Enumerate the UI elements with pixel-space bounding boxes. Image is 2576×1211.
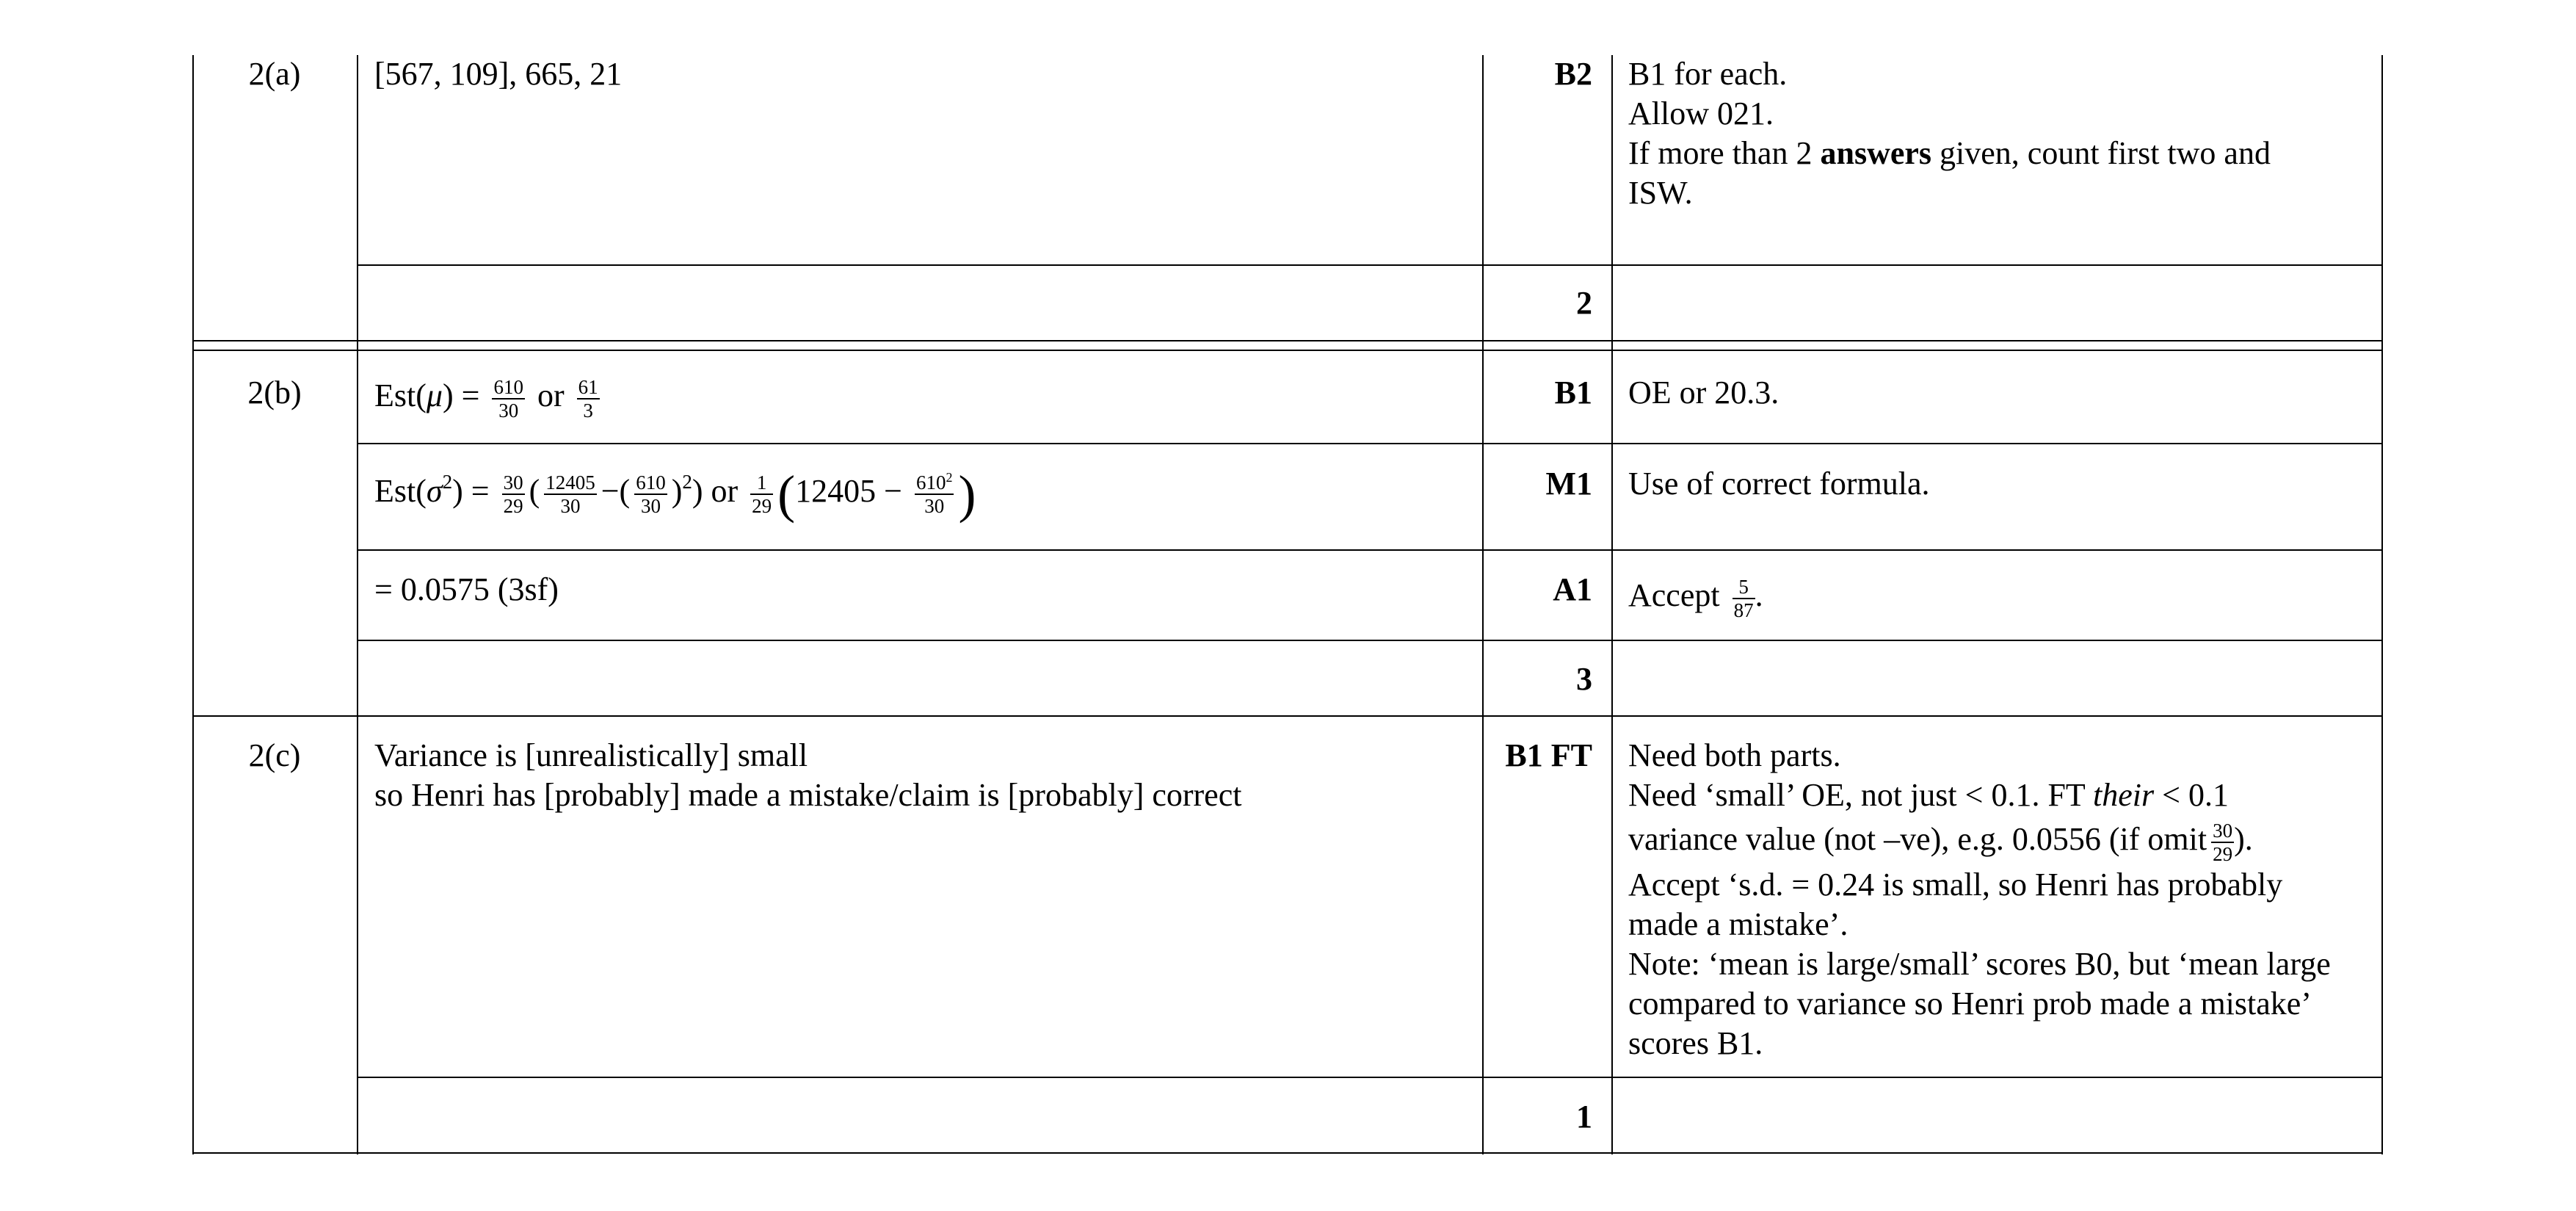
fraction-denominator: 30 (498, 400, 519, 422)
table-right-border (2381, 55, 2383, 1154)
value-text: 12405 (795, 473, 877, 510)
fraction-denominator: 29 (2213, 842, 2233, 865)
guidance-2a (1628, 54, 2271, 213)
guidance-text: variance value (not –ve), e.g. 0.0556 (if omit (1628, 821, 2207, 857)
paren: ( (529, 473, 540, 510)
fraction-denominator: 30 (640, 495, 661, 517)
table-left-border (192, 55, 194, 1154)
question-label-2a: 2(a) (248, 56, 301, 92)
guidance-emphasis: their (2093, 777, 2155, 813)
or-text: or (711, 473, 739, 510)
fraction-numerator (915, 471, 954, 495)
guidance-2b-mean: OE or 20.3. (1628, 375, 1779, 411)
fraction-numerator: 61 (578, 376, 598, 398)
fraction-30-29 (2211, 820, 2234, 865)
guidance-line (1628, 776, 2331, 815)
column-divider-question (357, 55, 358, 1154)
fraction-30-29 (502, 471, 525, 517)
fraction-denominator: 87 (1733, 599, 1754, 621)
fraction-5-87 (1733, 576, 1755, 621)
big-paren: ( (777, 465, 796, 524)
guidance-2c (1628, 736, 2331, 1063)
question-label-2b: 2(b) (247, 375, 302, 411)
minus: − (884, 473, 902, 510)
mark-2b-mean: B1 (1554, 375, 1592, 411)
guidance-line: Accept ‘s.d. = 0.24 is small, so Henri has probably (1628, 866, 2283, 903)
est-suffix: ) = (452, 473, 490, 510)
fraction-numerator: 1 (750, 471, 773, 495)
column-divider-marks (1611, 55, 1613, 1154)
guidance-line: made a mistake’. (1628, 905, 1848, 942)
paren: ( (619, 473, 631, 510)
total-2b: 3 (1576, 661, 1592, 697)
fraction-denominator: 29 (503, 495, 523, 517)
answer-2b-variance (374, 465, 976, 524)
guidance-emphasis: answers (1820, 135, 1932, 171)
fraction-numerator: 5 (1733, 576, 1755, 599)
superscript: 2 (682, 471, 692, 494)
minus: − (601, 473, 620, 510)
guidance-2b-result (1628, 576, 1763, 621)
fraction-numerator: 610 (493, 376, 523, 398)
total-2a: 2 (1576, 285, 1592, 321)
mark-2b-variance: M1 (1545, 466, 1592, 502)
guidance-text: given, count first two and (1931, 135, 2271, 171)
fraction-denominator: 30 (560, 495, 581, 517)
fraction-numerator: 12405 (545, 471, 595, 494)
table-bottom-border (192, 1152, 2383, 1154)
est-prefix: Est( (374, 377, 427, 414)
guidance-text: . (1755, 577, 1763, 614)
total-2c: 1 (1576, 1099, 1592, 1135)
fraction-numerator: 30 (503, 471, 523, 494)
section-divider-2a-2b-bottom (192, 350, 2383, 351)
paren: ) (671, 473, 683, 510)
guidance-line (1628, 815, 2331, 865)
guidance-line: Need both parts. (1628, 737, 1841, 773)
guidance-line (1628, 134, 2271, 173)
guidance-line: scores B1. (1628, 1024, 1763, 1061)
guidance-line: Note: ‘mean is large/small’ scores B0, but ‘mean large (1628, 945, 2331, 982)
fraction-denominator: 30 (924, 495, 945, 517)
fraction-12405-30 (544, 471, 597, 517)
guidance-text: If more than 2 (1628, 135, 1821, 171)
answer-line: Variance is [unrealistically] small (374, 737, 808, 773)
mark-2a: B2 (1554, 56, 1592, 92)
mu-symbol: μ (426, 377, 443, 414)
guidance-text: Need ‘small’ OE, not just < 0.1. FT (1628, 777, 2094, 813)
fraction-610-30 (492, 376, 525, 422)
guidance-line: compared to variance so Henri prob made a mistake’ (1628, 985, 2312, 1022)
est-suffix: ) = (442, 377, 480, 414)
answer-2a: [567, 109], 665, 21 (374, 56, 623, 92)
question-label-2c: 2(c) (248, 737, 301, 773)
fraction-denominator: 3 (583, 400, 593, 422)
guidance-text: ). (2234, 821, 2253, 857)
sigma-symbol: σ (426, 473, 443, 510)
guidance-line: Allow 021. (1628, 95, 1774, 131)
guidance-2b-variance: Use of correct formula. (1628, 466, 1930, 502)
big-paren: ) (958, 465, 976, 524)
superscript: 2 (442, 471, 453, 494)
fraction-numerator-value: 610 (915, 471, 946, 494)
mark-2b-result: A1 (1553, 571, 1592, 607)
fraction-denominator: 29 (752, 495, 772, 517)
row-divider-2b-variance (357, 549, 2383, 551)
row-divider-2a-total (357, 264, 2383, 266)
or-text: or (537, 377, 565, 414)
guidance-text: Accept (1628, 577, 1720, 614)
row-divider-2b-mean (357, 443, 2383, 444)
fraction-610sq-30 (915, 471, 954, 517)
fraction-1-29 (750, 471, 773, 517)
superscript: 2 (946, 470, 953, 485)
fraction-61-3 (577, 376, 600, 422)
paren: ) (692, 473, 703, 510)
mark-2c: B1 FT (1505, 737, 1592, 773)
answer-line: so Henri has [probably] made a mistake/claim is [probably] correct (374, 777, 1242, 813)
row-divider-2c-total (357, 1077, 2383, 1078)
fraction-numerator: 30 (2213, 819, 2233, 842)
fraction-numerator: 610 (636, 471, 666, 494)
fraction-610-30 (634, 471, 667, 517)
answer-2c (374, 736, 1241, 815)
guidance-line: B1 for each. (1628, 56, 1788, 92)
answer-2b-mean (374, 376, 604, 422)
guidance-line: ISW. (1628, 175, 1693, 211)
est-prefix: Est( (374, 473, 427, 510)
guidance-text: < 0.1 (2154, 777, 2229, 813)
row-divider-2b-result (357, 640, 2383, 641)
section-divider-2b-2c (192, 715, 2383, 717)
answer-2b-result: = 0.0575 (3sf) (374, 571, 559, 607)
section-divider-2a-2b-top (192, 340, 2383, 341)
